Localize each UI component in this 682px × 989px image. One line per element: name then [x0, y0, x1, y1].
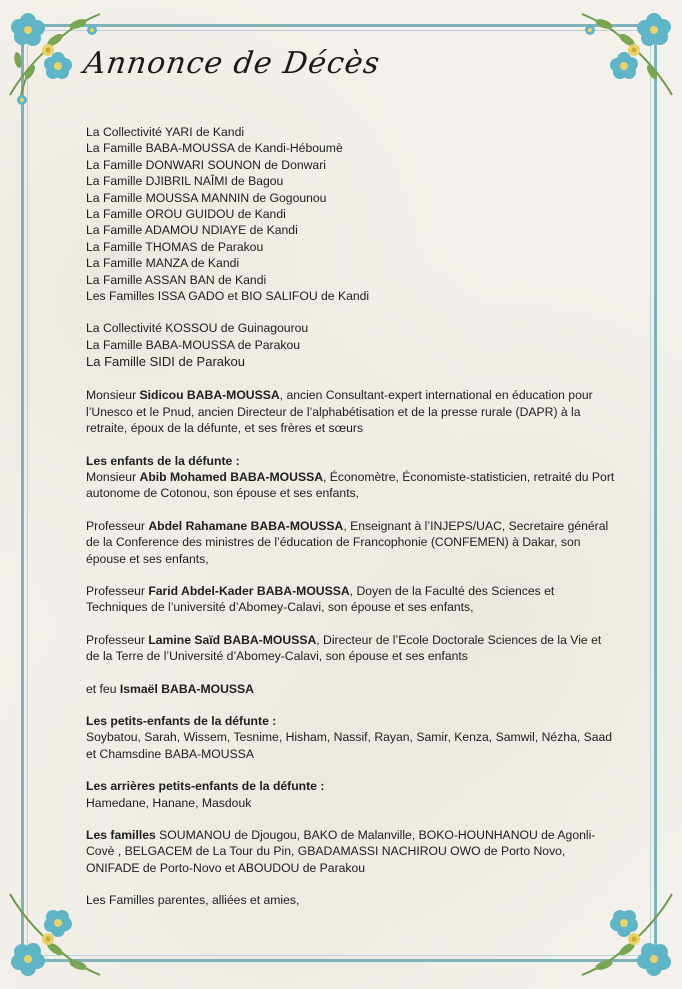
family-list-1: [86, 124, 616, 304]
spacer: [86, 876, 616, 892]
list-item: La Famille MANZA de Kandi: [86, 256, 240, 271]
families-paragraph: [86, 827, 616, 876]
list-item: La Famille THOMAS de Parakou: [86, 239, 264, 254]
great-grandchildren-heading: Les arrières petits-enfants de la défunte :: [86, 779, 325, 794]
child-description: , Enseignant à l’INJEPS/UAC, Secretaire général de la Conference des ministres de l’éducation de Francophonie (CONFEMEN) à Dakar, son épouse et ses enfants,: [86, 518, 609, 566]
child-paragraph: [86, 583, 616, 616]
spouse-prefix: Monsieur: [86, 388, 140, 403]
spouse-name: Sidicou BABA-MOUSSA: [139, 388, 280, 403]
spacer: [86, 665, 616, 681]
child-paragraph: [86, 632, 616, 665]
spacer: [86, 616, 616, 632]
list-item: La Collectivité KOSSOU de Guinagourou: [86, 321, 309, 336]
closing-line: Les Familles parentes, alliées et amies,: [86, 893, 300, 908]
child-prefix: et feu: [86, 681, 120, 696]
spouse-paragraph: [86, 387, 616, 436]
spacer: [86, 437, 616, 453]
child-prefix: Professeur: [86, 518, 149, 533]
list-item: La Famille SIDI de Parakou: [86, 354, 245, 370]
grandchildren-list: Soybatou, Sarah, Wissem, Tesnime, Hisham, Nassif, Rayan, Samir, Kenza, Samwil, Nézha, Saad et Chamsdine BABA-MOUSSA: [86, 730, 613, 761]
families-list: SOUMANOU de Djougou, BAKO de Malanville, BOKO-HOUNHANOU de Agonli-Covè , BELGACEM de La Tour du Pin, GBADAMASSI NACHIROU OWO de Porto Novo, ONIFADE de Porto-Novo et ABOUDOU de Parakou: [86, 828, 596, 875]
child-paragraph: [86, 681, 616, 697]
list-item: La Famille DJIBRIL NAÎMI de Bagou: [86, 174, 284, 189]
child-description: , Doyen de la Faculté des Sciences et Techniques de l’université d’Abomey-Calavi, son épouse et ses enfants,: [86, 583, 555, 615]
list-item: La Famille ASSAN BAN de Kandi: [86, 272, 267, 287]
announcement-body: [86, 124, 616, 909]
list-item: La Famille MOUSSA MANNIN de Gogounou: [86, 190, 327, 205]
list-item: La Famille BABA-MOUSSA de Parakou: [86, 337, 301, 352]
family-list-2: [86, 320, 616, 371]
child-name: Abdel Rahamane BABA-MOUSSA: [148, 518, 344, 533]
child-prefix: Professeur: [86, 583, 149, 598]
child-prefix: Monsieur: [86, 469, 140, 484]
child-name: Lamine Saïd BABA-MOUSSA: [148, 632, 317, 647]
spouse-description: , ancien Consultant-expert international en éducation pour l’Unesco et le Pnud, ancien Directeur de l’alphabétisation et de la presse rurale (DAPR) à la retraite, époux de la défunte, et ses frères et sœurs: [86, 388, 593, 436]
child-name: Abib Mohamed BABA-MOUSSA: [139, 469, 324, 484]
announcement-title: Annonce de Décès: [81, 46, 383, 81]
families-label: Les familles: [86, 828, 156, 842]
list-item: La Famille OROU GUIDOU de Kandi: [86, 207, 286, 222]
spacer: [86, 811, 616, 827]
spacer: [86, 567, 616, 583]
child-paragraph: [86, 518, 616, 567]
list-item: La Famille DONWARI SOUNON de Donwari: [86, 157, 326, 172]
spacer: [86, 371, 616, 387]
floral-ornament-icon: [572, 0, 682, 110]
child-name: Ismaël BABA-MOUSSA: [119, 681, 254, 696]
spacer: [86, 762, 616, 778]
child-paragraph: [86, 469, 616, 502]
list-item: La Collectivité YARI de Kandi: [86, 125, 245, 139]
child-description: , Directeur de l’Ecole Doctorale Sciences de la Vie et de la Terre de l’Université d’Abomey-Calavi, son épouse et ses enfants: [86, 632, 602, 664]
spacer: [86, 502, 616, 518]
great-grandchildren-list: Hamedane, Hanane, Masdouk: [86, 795, 252, 810]
children-heading: Les enfants de la défunte :: [86, 453, 240, 468]
child-description: , Économètre, Économiste-statisticien, retraité du Port autonome de Cotonou, son épouse et ses enfants,: [86, 469, 615, 501]
child-prefix: Professeur: [86, 632, 149, 647]
spacer: [86, 697, 616, 713]
list-item: Les Familles ISSA GADO et BIO SALIFOU de Kandi: [86, 289, 370, 304]
list-item: La Famille BABA-MOUSSA de Kandi-Héboumè: [86, 141, 343, 156]
list-item: La Famille ADAMOU NDIAYE de Kandi: [86, 223, 298, 238]
child-name: Farid Abdel-Kader BABA-MOUSSA: [148, 583, 350, 598]
spacer: [86, 304, 616, 320]
grandchildren-heading: Les petits-enfants de la défunte :: [86, 713, 277, 728]
